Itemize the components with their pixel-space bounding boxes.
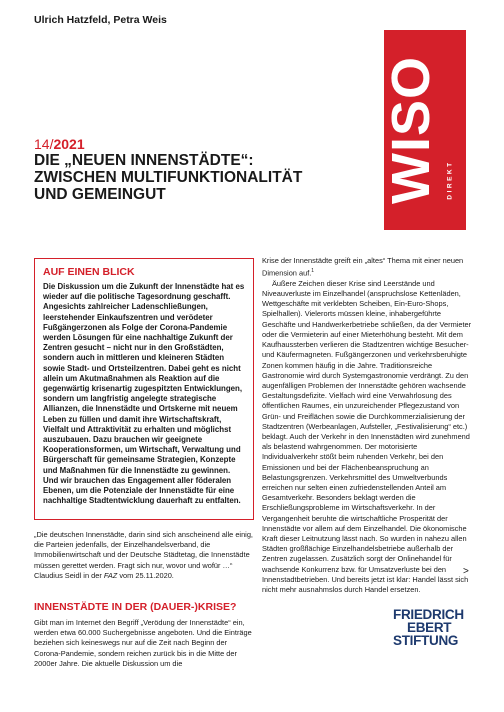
section-text: Gibt man im Internet den Begriff „Verödung der Innenstädte“ ein, werden etwa 60.000 Suchergebnisse angeboten. Und die Einträge beziehen sich keineswegs nur auf die Zeit nach Beginn der Corona-Pandemie, sondern reichen zurück bis in die Mitte der 2000er Jahre. Die aktuelle Diskussion um die [34,618,252,668]
next-page-arrow-icon[interactable]: > [463,566,469,577]
title-line-3: UND GEMEINGUT [34,186,166,203]
summary-heading: AUF EINEN BLICK [43,266,135,278]
quote-date: vom 25.11.2020. [119,570,174,580]
logo-line-friedrich: FRIEDRICH [393,607,464,622]
direkt-logo-text: DIREKT [446,160,454,200]
issue-number [34,136,85,152]
authors: Ulrich Hatzfeld, Petra Weis [34,14,167,26]
right-column [262,256,474,595]
logo-line-stiftung: STIFTUNG [393,633,459,648]
quote-source: FAZ [103,570,118,580]
title-line-1: DIE „NEUEN INNENSTÄDTE“: [34,152,254,169]
issue-year: 2021 [53,136,85,152]
intro-quote [34,530,254,581]
right-para-1 [262,256,474,279]
wiso-logo-text: WISO [381,56,441,204]
footnote-mark[interactable]: 1 [311,268,315,275]
section-heading: INNENSTÄDTE IN DER (DAUER-)KRISE? [34,601,237,613]
right-para-1-text: Krise der Innenstädte greift ein „altes“ Thema mit einer neuen Dimension auf. [262,256,464,278]
fes-logo [393,608,473,647]
page-title [34,152,364,203]
quote-text: „Die deutschen Innenstädte, darin sind sich anscheinend alle einig, die Parteien jedenfalls, der Einzelhandelsverband, die Immobilienwirtschaft und der Deutsche Städtetag, die Innenstädte müssen gerettet werden. Fragt sich nur, wovor und wofür …“ Claudius Seidl in der [34,530,253,580]
summary-box [34,258,254,520]
logo-line-ebert: EBERT [407,620,452,635]
issue-num: 14/ [34,136,54,152]
right-para-2: Äußere Zeichen dieser Krise sind Leerstände und Niveauverluste im Einzelhandel (anspruchslose Kettenläden, Wettgeschäfte mit verklebten Scheiben, Ein-Euro-Shops, Spielhallen). Vielerorts müssen kleine, inhabergeführte Geschäfte und Handwerkerbetriebe schließen, da der Vermieter oder die Vermieterin auf einer Mieterhöhung besteht. Mit dem Kaufhaussterben verlieren die Stadtzentren wichtige Besucher- und Käufermagneten. Fußgängerzonen und verkehrsberuhigte Zonen kommen häufig in die Jahre. Traditionsreiche Gastronomie wird durch Systemgastronomie verdrängt. Zu den augenfälligen Problemen der Innenstädte gehören wachsende Gestaltungsdefizite. Vielfach wird eine Verwahrlosung des öffentlichen Raumes, ein unzureichender Pflegezustand von Grün- und Freiflächen sowie die Durchkommerzialisierung der Stadtzentren (Werbeanlagen, Aufsteller, „Festivalisierung“ etc.) beklagt. Auch der Verkehr in den Innenstädten wird zunehmend als belastend wahrgenommen. Der motorisierte Individualverkehr stößt beim ruhenden Verkehr, bei den Emissionen und bei der Flächenbeanspruchung an Belastungsgrenzen. Verkehrsmittel des Umweltverbunds erreichen nur selten einen zufriedenstellenden Anteil am Gesamtverkehr. Besonders beklagt werden die Erschließungsprobleme im Wirtschaftsverkehr. In der Vergangenheit beruhte die wirtschaftliche Prosperität der Innenstädte vor allem auf dem Einzelhandel. Die ökonomische Kraft dieser Leitnutzung lässt nach. So wurden in nahezu allen Städten großflächige Einzelhandelsbetriebe außerhalb der Zentren zugelassen. Zusätzlich sorgt der Onlinehandel für wachsende Konkurrenz bzw. für Umsatzverluste bei den Innenstadtbetrieben. Und bereits jetzt ist klar: Handel lässt sich nicht mehr ausnahmslos durch Handel ersetzen. [262,278,472,594]
summary-text: Die Diskussion um die Zukunft der Innenstädte hat es wieder auf die politische Tagesordnung geschafft. Angesichts zahlreicher Ladenschließungen, leerstehender Einkaufszentren und verödeter Fußgängerzonen als Folge der Corona-Pandemie werden Lösungen für eine nachhaltige Zukunft der Zentren gesucht – nicht nur in den Großstädten, sondern auch in mittleren und kleineren Städten sowie Stadt- und Ortsteilzentren. Dabei geht es nicht allein um Akutmaßnahmen als Reaktion auf die gegenwärtig krisenartig zugespitzten Entwicklungen, sondern um langfristig angelegte strategische Allianzen, die Innenstädte und Ortskerne mit neuem Leben zu füllen und damit ihre Wirtschaftskraft, Vielfalt und Attraktivität zu erhalten und möglichst auszubauen. Dazu brauchen wir geeignete Kooperationsformen, um Wirtschaft, Verwaltung und Bürgerschaft für gemeinsame Strategien, Konzepte und Maßnahmen für die Innenstädte zu gewinnen. Und wir brauchen das Engagement aller föderalen Ebenen, um die Potenziale der Innenstädte für eine nachhaltige Stadtentwicklung dauerhaft zu entfalten. [43,282,245,506]
title-line-2: ZWISCHEN MULTIFUNKTIONALITÄT [34,169,303,186]
wiso-logo-band [381,30,466,230]
